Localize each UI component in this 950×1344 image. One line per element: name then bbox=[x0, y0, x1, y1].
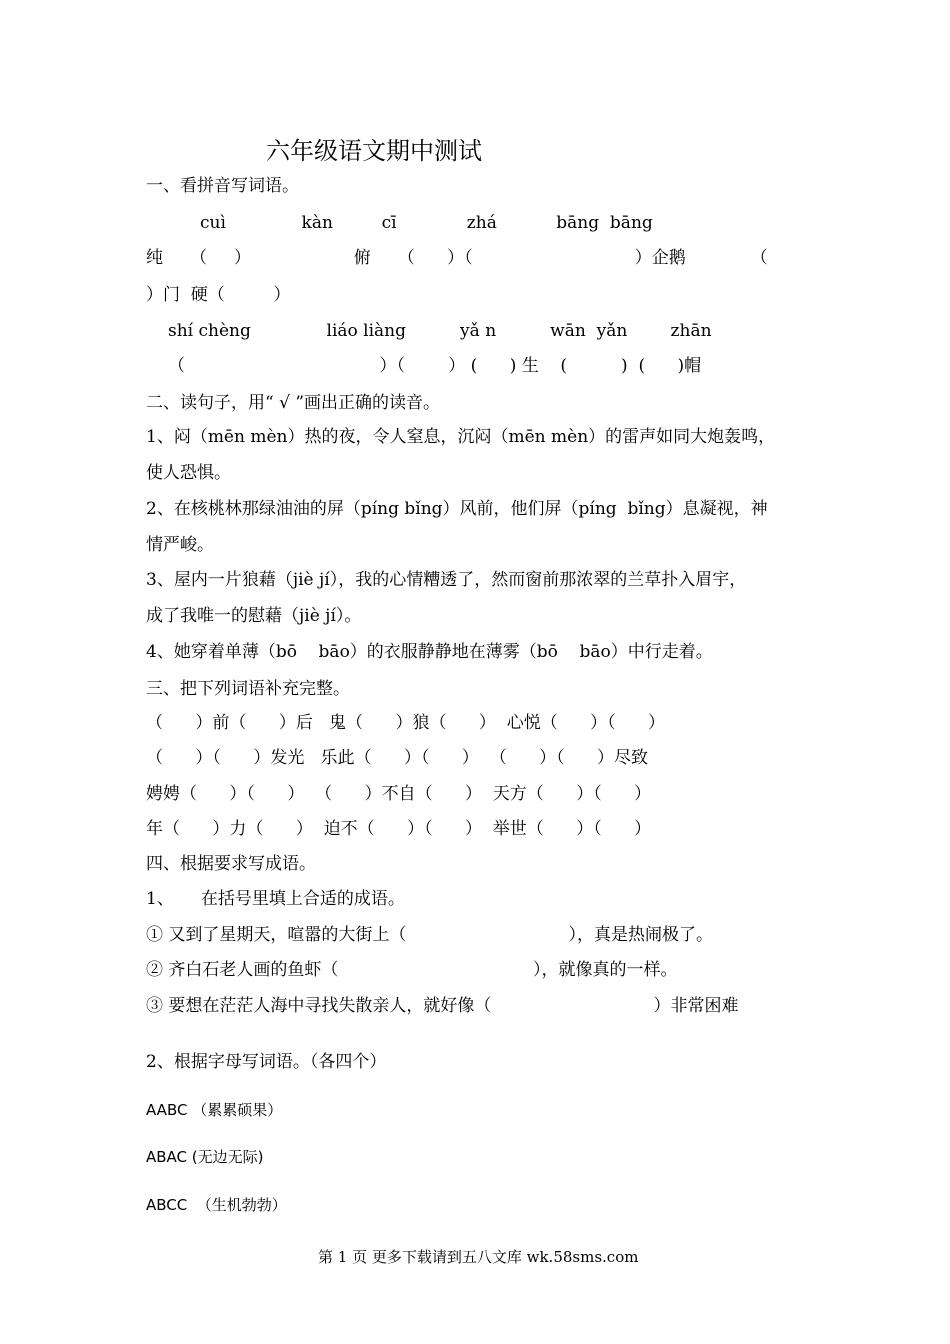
pattern-abac: ABAC (无边无际) bbox=[146, 1148, 264, 1166]
sentence-2-line-1: 2、在核桃林那绿油油的屏（píng bǐng）风前，他们屏（píng bǐng）息凝视，神 bbox=[146, 499, 768, 519]
sentence-4: 4、她穿着单薄（bō bāo）的衣服静静地在薄雾（bō bāo）中行走着。 bbox=[146, 642, 713, 662]
question-1-item-3: ③ 要想在茫茫人海中寻找失散亲人，就好像（ ）非常困难 bbox=[146, 996, 739, 1016]
section-3-heading: 三、把下列词语补充完整。 bbox=[146, 679, 350, 699]
idiom-row-2: （ ）（ ）发光 乐此（ ）（ ） （ ）（ ）尽致 bbox=[146, 748, 649, 768]
answer-row-2: ）门 硬（ ） bbox=[146, 285, 291, 305]
answer-row-3: （ ）（ ） ( ) 生 ( ) ( )帽 bbox=[168, 356, 702, 376]
pattern-abcc: ABCC （生机勃勃） bbox=[146, 1196, 287, 1214]
answer-row-1: 纯 （ ） 俯 （ ）（ ）企鹅 （ bbox=[146, 248, 768, 268]
question-1: 1、 在括号里填上合适的成语。 bbox=[146, 889, 405, 909]
pinyin-row-2: shí chèng liáo liàng yǎ n wān yǎn zhān bbox=[168, 321, 712, 341]
page-footer: 第 1 页 更多下载请到五八文库 wk.58sms.com bbox=[318, 1248, 639, 1266]
sentence-3-line-2: 成了我唯一的慰藉（jiè jí）。 bbox=[146, 606, 362, 626]
page-title: 六年级语文期中测试 bbox=[266, 137, 482, 165]
section-4-heading: 四、根据要求写成语。 bbox=[146, 854, 316, 874]
sentence-2-line-2: 情严峻。 bbox=[146, 535, 214, 555]
pinyin-row-1: cuì kàn cī zhá bāng bāng bbox=[200, 213, 653, 233]
sentence-1-line-2: 使人恐惧。 bbox=[146, 463, 231, 483]
question-2: 2、根据字母写词语。（各四个） bbox=[146, 1052, 387, 1072]
question-1-item-2: ② 齐白石老人画的鱼虾（ ），就像真的一样。 bbox=[146, 960, 678, 980]
idiom-row-4: 年（ ）力（ ） 迫不（ ）（ ） 举世（ ）（ ） bbox=[146, 819, 652, 839]
question-1-item-1: ① 又到了星期天，喧嚣的大街上（ ），真是热闹极了。 bbox=[146, 925, 714, 945]
sentence-3-line-1: 3、屋内一片狼藉（jiè jí），我的心情糟透了，然而窗前那浓翠的兰草扑入眉宇， bbox=[146, 570, 747, 590]
idiom-row-1: （ ）前（ ）后 鬼（ ）狼（ ） 心悦（ ）（ ） bbox=[146, 713, 666, 733]
section-1-heading: 一、看拼音写词语。 bbox=[146, 176, 299, 196]
idiom-row-3: 娉娉（ ）（ ） （ ）不自（ ） 天方（ ）（ ） bbox=[146, 784, 652, 804]
sentence-1-line-1: 1、闷（mēn mèn）热的夜，令人窒息，沉闷（mēn mèn）的雷声如同大炮轰鸣， bbox=[146, 427, 776, 447]
section-2-heading: 二、读句子，用“ √ ”画出正确的读音。 bbox=[146, 393, 441, 413]
pattern-aabc: AABC （累累硕果） bbox=[146, 1101, 283, 1119]
